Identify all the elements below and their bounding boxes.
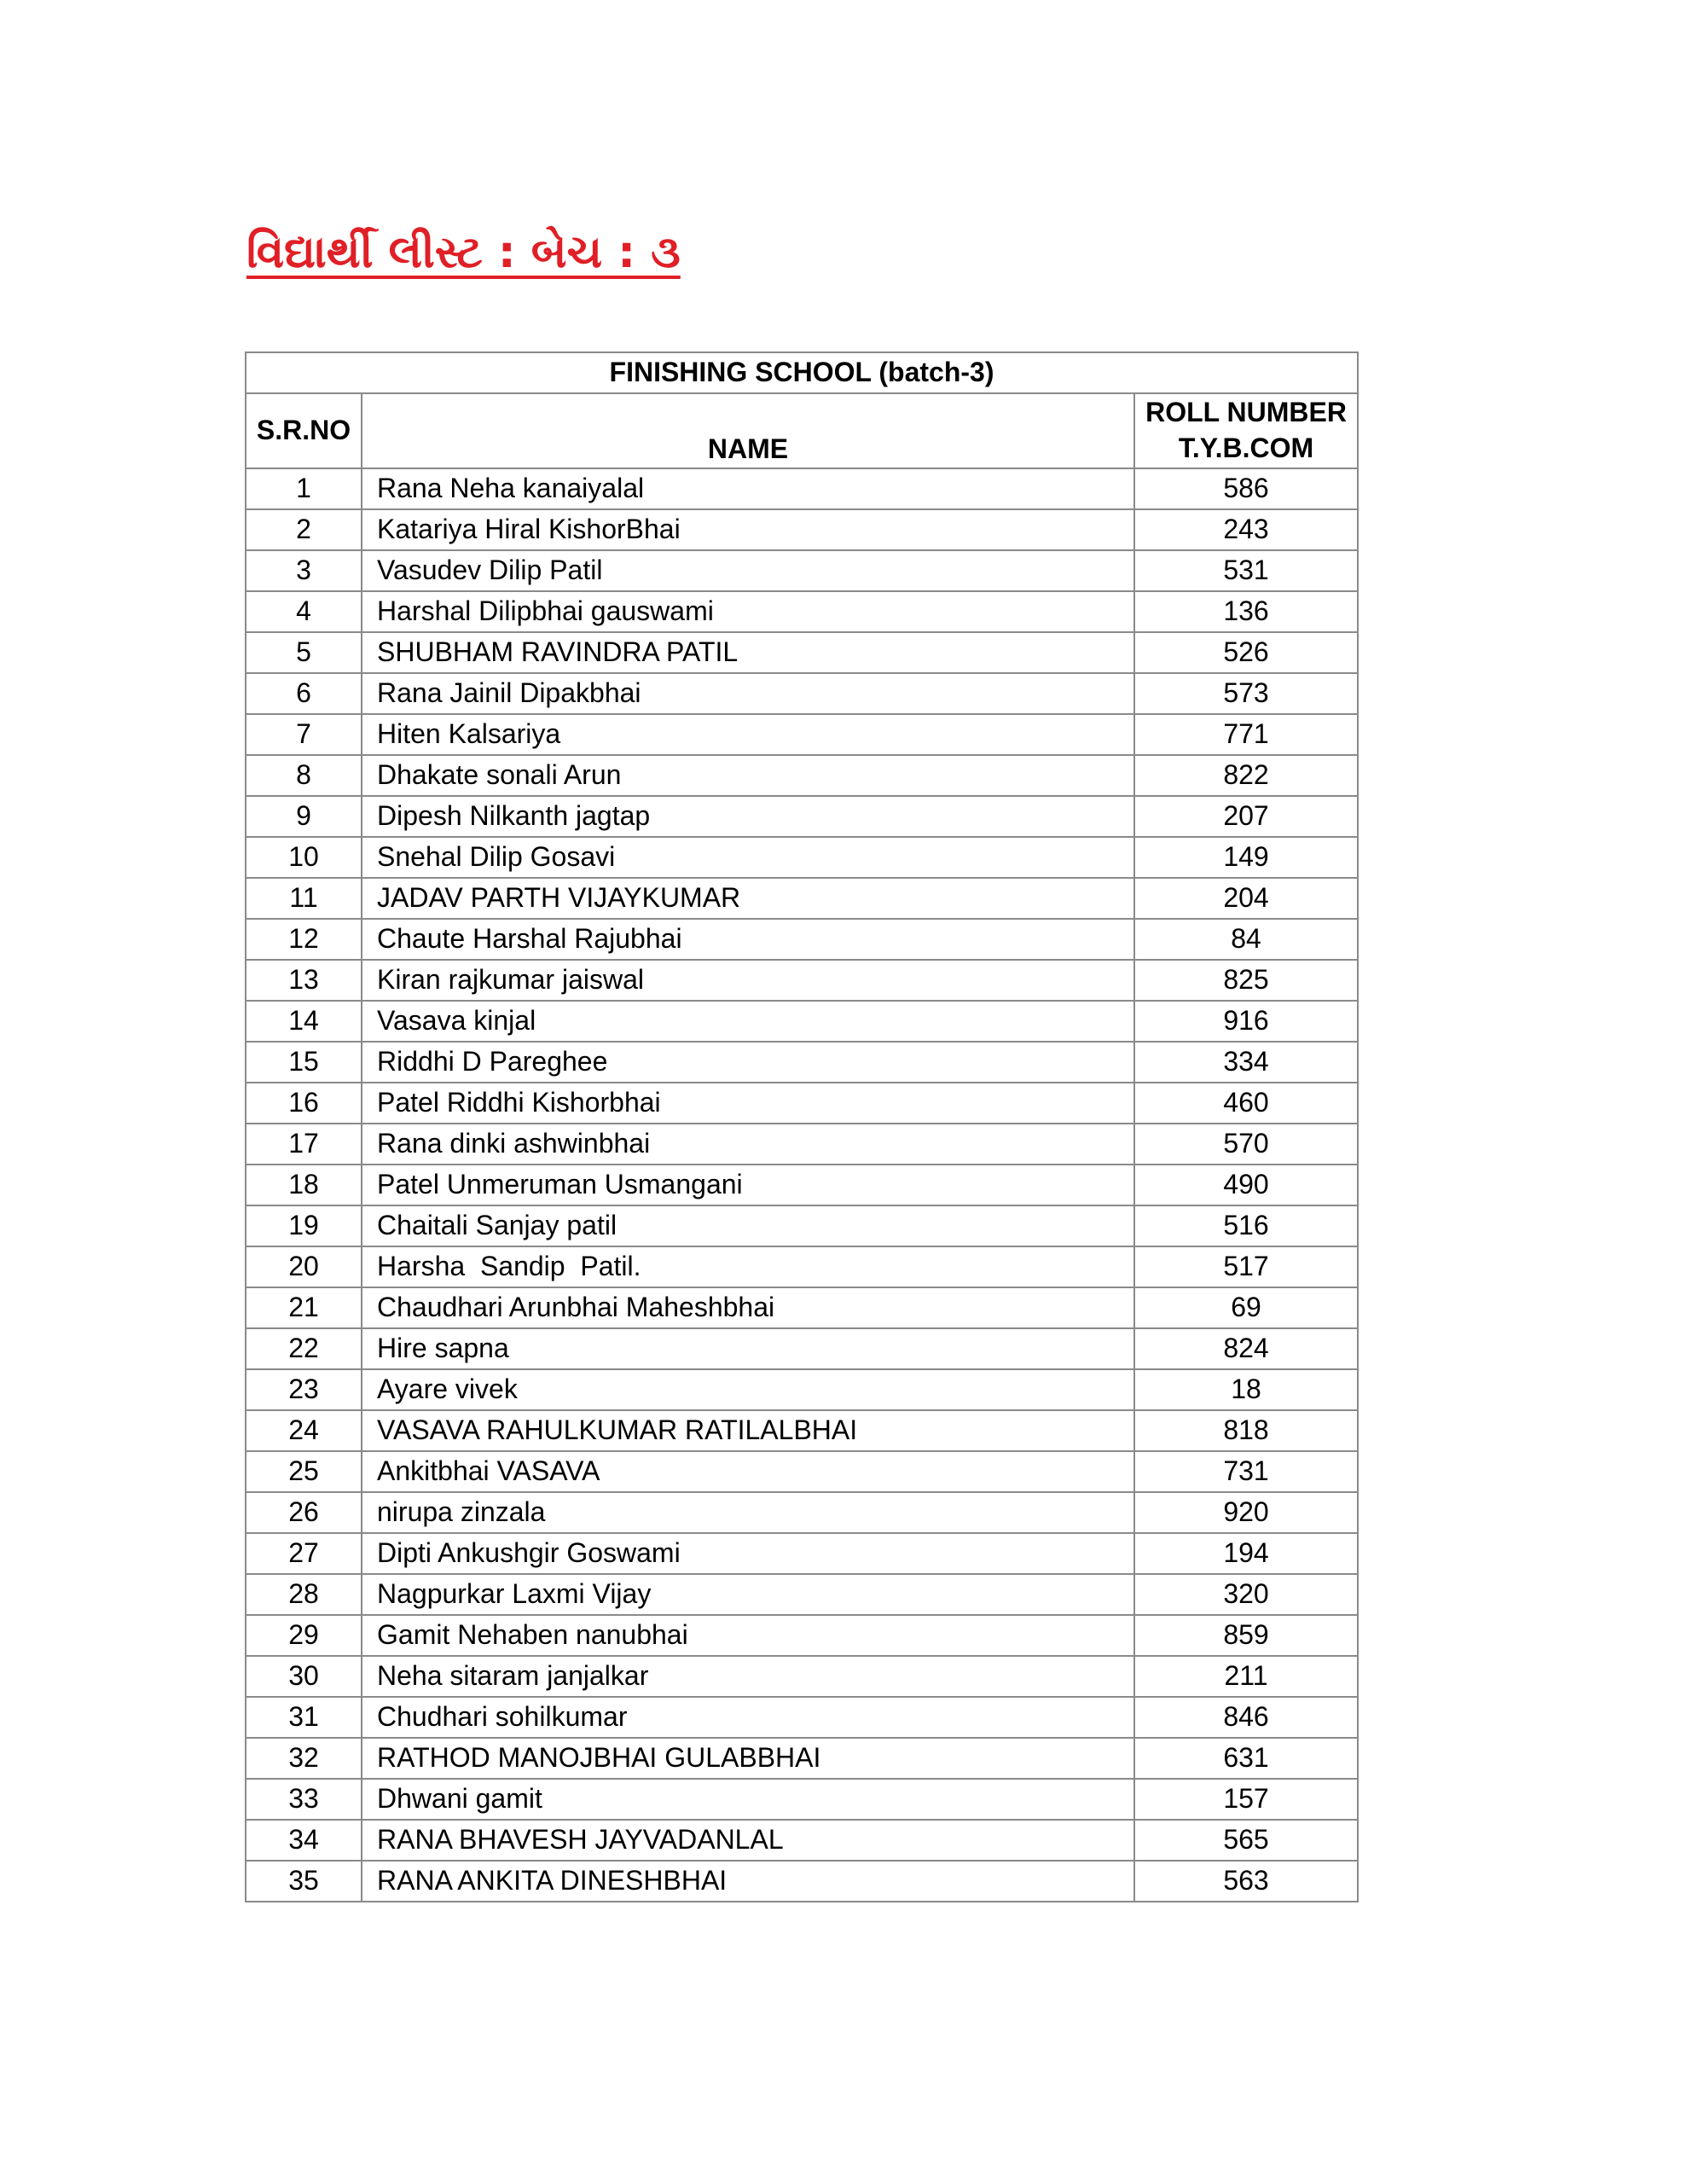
table-row [246,1246,1358,1287]
roll-number-cell: 69 [1134,1287,1358,1328]
name-cell: Hiten Kalsariya [362,714,1134,755]
name-cell: Vasava kinjal [362,1001,1134,1042]
name-cell: RANA BHAVESH JAYVADANLAL [362,1820,1134,1861]
name-cell: Chaute Harshal Rajubhai [362,919,1134,960]
sr-no-cell: 17 [246,1124,362,1165]
table-row [246,1001,1358,1042]
table-header-row [246,393,1358,468]
header-roll-line1: ROLL NUMBER [1145,397,1347,428]
sr-no-cell: 30 [246,1656,362,1697]
table-row [246,1492,1358,1533]
name-cell: nirupa zinzala [362,1492,1134,1533]
name-cell: Neha sitaram janjalkar [362,1656,1134,1697]
name-cell: Chaudhari Arunbhai Maheshbhai [362,1287,1134,1328]
sr-no-cell: 32 [246,1738,362,1779]
sr-no-cell: 18 [246,1165,362,1205]
name-cell: Riddhi D Pareghee [362,1042,1134,1083]
roll-number-cell: 818 [1134,1410,1358,1451]
roll-number-cell: 586 [1134,468,1358,509]
sr-no-cell: 24 [246,1410,362,1451]
roll-number-cell: 824 [1134,1328,1358,1369]
table-row [246,1574,1358,1615]
sr-no-cell: 31 [246,1697,362,1738]
table-row [246,1779,1358,1820]
roll-number-cell: 526 [1134,632,1358,673]
name-cell: Nagpurkar Laxmi Vijay [362,1574,1134,1615]
sr-no-cell: 11 [246,878,362,919]
sr-no-cell: 4 [246,591,362,632]
sr-no-cell: 15 [246,1042,362,1083]
table-row [246,755,1358,796]
sr-no-cell: 23 [246,1369,362,1410]
roll-number-cell: 84 [1134,919,1358,960]
table-row [246,714,1358,755]
roll-number-cell: 320 [1134,1574,1358,1615]
name-cell: Ankitbhai VASAVA [362,1451,1134,1492]
sr-no-cell: 26 [246,1492,362,1533]
sr-no-cell: 7 [246,714,362,755]
name-cell: Dhwani gamit [362,1779,1134,1820]
sr-no-cell: 8 [246,755,362,796]
table-row [246,468,1358,509]
roll-number-cell: 194 [1134,1533,1358,1574]
sr-no-cell: 34 [246,1820,362,1861]
table-row [246,509,1358,550]
roll-number-cell: 157 [1134,1779,1358,1820]
roll-number-cell: 334 [1134,1042,1358,1083]
table-row [246,1083,1358,1124]
sr-no-cell: 29 [246,1615,362,1656]
table-row [246,1369,1358,1410]
name-cell: Harshal Dilipbhai gauswami [362,591,1134,632]
table-row [246,796,1358,837]
name-cell: Snehal Dilip Gosavi [362,837,1134,878]
header-sr-no: S.R.NO [246,393,362,468]
name-cell: RATHOD MANOJBHAI GULABBHAI [362,1738,1134,1779]
sr-no-cell: 3 [246,550,362,591]
roll-number-cell: 573 [1134,673,1358,714]
name-cell: SHUBHAM RAVINDRA PATIL [362,632,1134,673]
roll-number-cell: 859 [1134,1615,1358,1656]
roll-number-cell: 565 [1134,1820,1358,1861]
roll-number-cell: 531 [1134,550,1358,591]
document-title: વિદ્યાર્થી લીસ્ટ : બેચ : ૩ [246,227,681,278]
table-row [246,1533,1358,1574]
table-row [246,1165,1358,1205]
table-row [246,837,1358,878]
table-row [246,1615,1358,1656]
name-cell: Rana dinki ashwinbhai [362,1124,1134,1165]
name-cell: Ayare vivek [362,1369,1134,1410]
roll-number-cell: 920 [1134,1492,1358,1533]
sr-no-cell: 28 [246,1574,362,1615]
name-cell: JADAV PARTH VIJAYKUMAR [362,878,1134,919]
table-row [246,550,1358,591]
table-row [246,960,1358,1001]
table-row [246,1697,1358,1738]
sr-no-cell: 25 [246,1451,362,1492]
roll-number-cell: 204 [1134,878,1358,919]
table-row [246,1328,1358,1369]
table-row [246,1656,1358,1697]
sr-no-cell: 19 [246,1205,362,1246]
roll-number-cell: 211 [1134,1656,1358,1697]
table-row [246,1287,1358,1328]
table-caption: FINISHING SCHOOL (batch-3) [246,352,1358,393]
name-cell: Rana Neha kanaiyalal [362,468,1134,509]
name-cell: Chaitali Sanjay patil [362,1205,1134,1246]
roll-number-cell: 136 [1134,591,1358,632]
roll-number-cell: 18 [1134,1369,1358,1410]
table-row [246,632,1358,673]
sr-no-cell: 5 [246,632,362,673]
name-cell: Gamit Nehaben nanubhai [362,1615,1134,1656]
roll-number-cell: 460 [1134,1083,1358,1124]
roll-number-cell: 570 [1134,1124,1358,1165]
table-row [246,919,1358,960]
table-row [246,591,1358,632]
name-cell: Vasudev Dilip Patil [362,550,1134,591]
table-row [246,1042,1358,1083]
name-cell: Katariya Hiral KishorBhai [362,509,1134,550]
sr-no-cell: 2 [246,509,362,550]
name-cell: Dhakate sonali Arun [362,755,1134,796]
name-cell: Kiran rajkumar jaiswal [362,960,1134,1001]
roll-number-cell: 490 [1134,1165,1358,1205]
name-cell: VASAVA RAHULKUMAR RATILALBHAI [362,1410,1134,1451]
table-body [246,468,1358,1902]
sr-no-cell: 12 [246,919,362,960]
sr-no-cell: 22 [246,1328,362,1369]
table-row [246,1410,1358,1451]
sr-no-cell: 21 [246,1287,362,1328]
roll-number-cell: 916 [1134,1001,1358,1042]
roll-number-cell: 516 [1134,1205,1358,1246]
roll-number-cell: 149 [1134,837,1358,878]
name-cell: Hire sapna [362,1328,1134,1369]
table-row [246,1124,1358,1165]
roll-number-cell: 825 [1134,960,1358,1001]
table-row [246,1738,1358,1779]
roll-number-cell: 207 [1134,796,1358,837]
roll-number-cell: 563 [1134,1861,1358,1902]
sr-no-cell: 16 [246,1083,362,1124]
roll-number-cell: 846 [1134,1697,1358,1738]
sr-no-cell: 13 [246,960,362,1001]
header-roll-number [1134,393,1358,468]
table-row [246,878,1358,919]
roll-number-cell: 243 [1134,509,1358,550]
name-cell: Chudhari sohilkumar [362,1697,1134,1738]
sr-no-cell: 33 [246,1779,362,1820]
roll-number-cell: 731 [1134,1451,1358,1492]
sr-no-cell: 10 [246,837,362,878]
sr-no-cell: 14 [246,1001,362,1042]
student-roster-table [245,351,1359,1902]
table-caption-row [246,352,1358,393]
header-name: NAME [362,393,1134,468]
sr-no-cell: 27 [246,1533,362,1574]
roll-number-cell: 631 [1134,1738,1358,1779]
name-cell: Rana Jainil Dipakbhai [362,673,1134,714]
sr-no-cell: 6 [246,673,362,714]
roll-number-cell: 517 [1134,1246,1358,1287]
name-cell: RANA ANKITA DINESHBHAI [362,1861,1134,1902]
sr-no-cell: 9 [246,796,362,837]
table-row [246,1205,1358,1246]
name-cell: Patel Unmeruman Usmangani [362,1165,1134,1205]
sr-no-cell: 1 [246,468,362,509]
sr-no-cell: 35 [246,1861,362,1902]
name-cell: Dipesh Nilkanth jagtap [362,796,1134,837]
roll-number-cell: 771 [1134,714,1358,755]
name-cell: Harsha Sandip Patil. [362,1246,1134,1287]
header-roll-line2: T.Y.B.COM [1178,433,1314,463]
table-row [246,1820,1358,1861]
name-cell: Dipti Ankushgir Goswami [362,1533,1134,1574]
roll-number-cell: 822 [1134,755,1358,796]
table-row [246,1451,1358,1492]
name-cell: Patel Riddhi Kishorbhai [362,1083,1134,1124]
sr-no-cell: 20 [246,1246,362,1287]
table-row [246,673,1358,714]
table-row [246,1861,1358,1902]
